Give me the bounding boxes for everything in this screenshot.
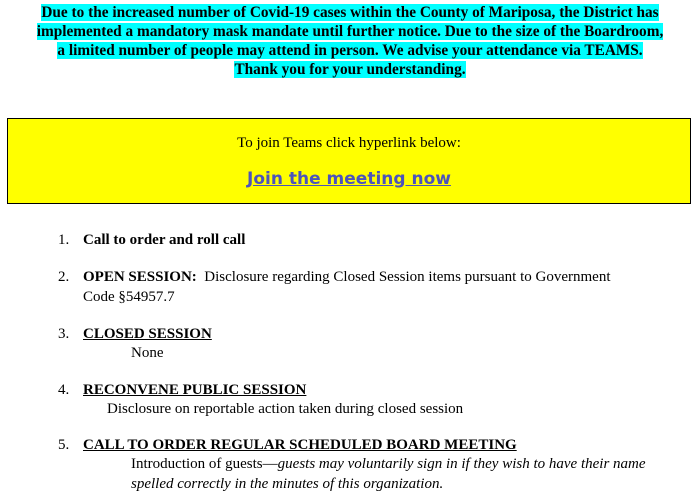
teams-instruction: To join Teams click hyperlink below: [237,135,461,151]
agenda-item-number: 5. [58,437,70,453]
agenda-item-title: CALL TO ORDER REGULAR SCHEDULED BOARD MEETING [83,437,517,453]
notice-line-4: Thank you for your understanding. [234,61,466,78]
agenda-item-title: CLOSED SESSION [83,326,212,342]
guests-note: guests may voluntarily sign in if they wish to have their name [277,456,646,472]
agenda-item-description: Disclosure regarding Closed Session items pursuant to Government [204,269,611,285]
agenda-item-body [83,267,671,287]
join-meeting-link[interactable]: Join the meeting now [247,169,451,189]
agenda-item-sub: Disclosure on reportable action taken during closed session [107,401,464,417]
agenda-item-sub: None [131,345,164,361]
guests-intro: Introduction of guests— [131,456,278,472]
agenda-item-number: 2. [58,269,70,285]
agenda-item-number: 1. [58,232,70,248]
agenda-item-description-cont: Code §54957.7 [83,289,175,305]
notice-line-2: implemented a mandatory mask mandate until further notice. Due to the size of the Boardroom, [36,23,664,40]
notice-line-3: a limited number of people may attend in person. We advise your attendance via TEAMS. [57,42,643,59]
agenda-item-title: Call to order and roll call [83,232,246,248]
agenda-item-sub [131,454,676,494]
agenda-item-number: 4. [58,382,70,398]
covid-notice [0,0,700,79]
agenda-item-title: RECONVENE PUBLIC SESSION [83,382,307,398]
notice-line-1: Due to the increased number of Covid-19 cases within the County of Mariposa, the District has [41,4,659,21]
guests-note-cont: spelled correctly in the minutes of this organization. [131,476,444,492]
agenda-item-number: 3. [58,326,70,342]
agenda-item-title: OPEN SESSION: [83,269,197,285]
teams-join-box [7,118,691,204]
